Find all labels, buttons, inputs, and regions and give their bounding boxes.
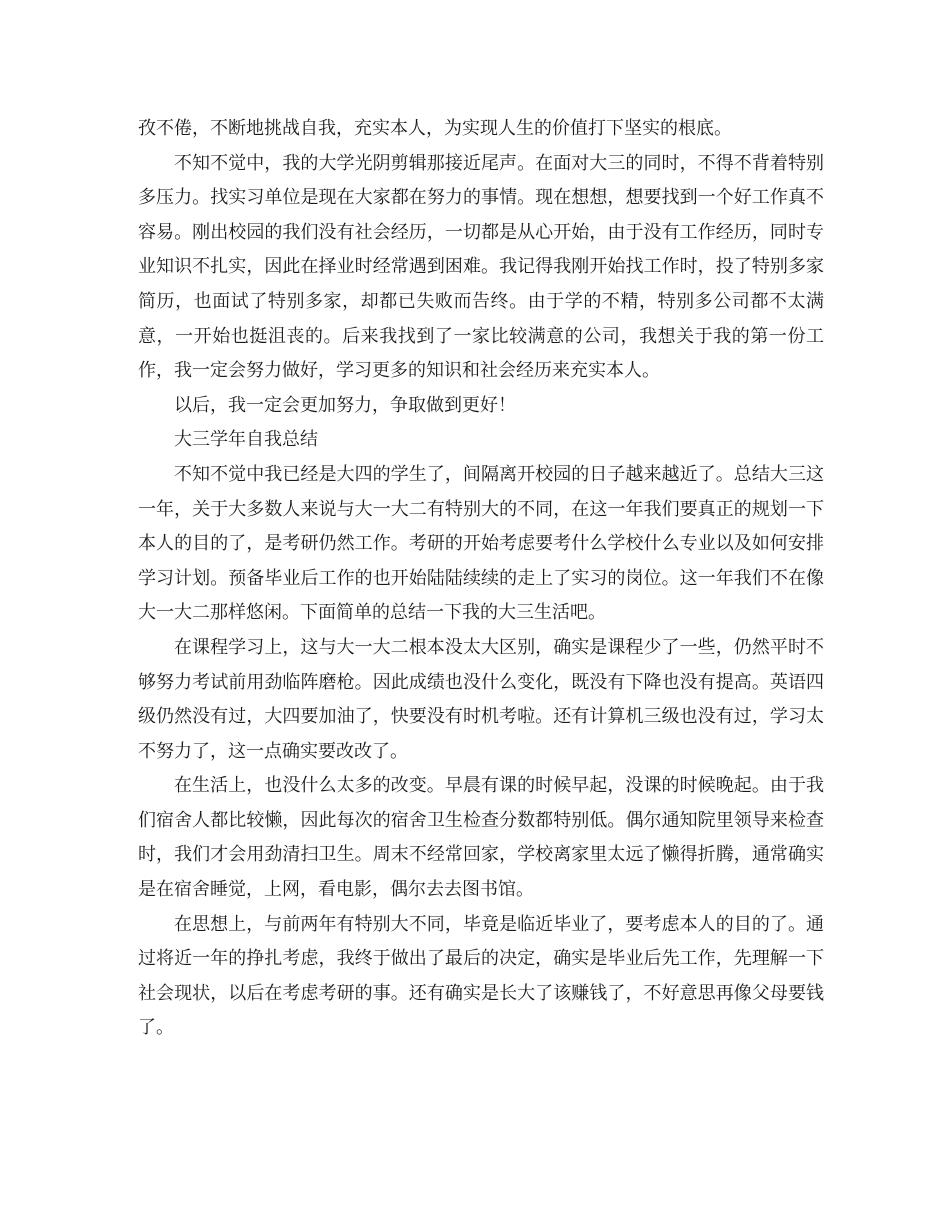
paragraph-5: 在课程学习上，这与大一大二根本没太大区别，确实是课程少了一些，仍然平时不够努力考试前用劲临阵磨枪。因此成绩也没什么变化，既没有下降也没有提高。英语四级仍然没有过，大四要加油了，快要没有时机考啦。还有计算机三级也没有过，学习太不努力了，这一点确实要改改了。: [138, 636, 824, 762]
document-body: [138, 112, 824, 1046]
paragraph-7: 在思想上，与前两年有特别大不同，毕竟是临近毕业了，要考虑本人的目的了。通过将近一年的挣扎考虑，我终于做出了最后的决定，确实是毕业后先工作，先理解一下社会现状，以后在考虑考研的事。还有确实是长大了该赚钱了，不好意思再像父母要钱了。: [138, 913, 824, 1039]
paragraph-4: 不知不觉中我已经是大四的学生了，间隔离开校园的日子越来越近了。总结大三这一年，关于大多数人来说与大一大二有特别大的不同，在这一年我们要真正的规划一下本人的目的了，是考研仍然工作。考研的开始考虑要考什么学校什么专业以及如何安排学习计划。预备毕业后工作的也开始陆陆续续的走上了实习的岗位。这一年我们不在像大一大二那样悠闲。下面简单的总结一下我的大三生活吧。: [138, 463, 824, 624]
paragraph-1: 孜不倦，不断地挑战自我，充实本人，为实现人生的价值打下坚实的根底。: [138, 118, 732, 139]
section-heading: 大三学年自我总结: [174, 429, 318, 451]
paragraph-2: 不知不觉中，我的大学光阴剪辑那接近尾声。在面对大三的同时，不得不背着特别多压力。找实习单位是现在大家都在努力的事情。现在想想，想要找到一个好工作真不容易。刚出校园的我们没有社会经历，一切都是从心开始，由于没有工作经历，同时专业知识不扎实，因此在择业时经常遇到困难。我记得我刚开始找工作时，投了特别多家简历，也面试了特别多家，却都已失败而告终。由于学的不精，特别多公司都不太满意，一开始也挺沮丧的。后来我找到了一家比较满意的公司，我想关于我的第一份工作，我一定会努力做好，学习更多的知识和社会经历来充实本人。: [138, 152, 824, 382]
paragraph-3: 以后，我一定会更加努力，争取做到更好！: [174, 394, 516, 416]
paragraph-6: 在生活上，也没什么太多的改变。早晨有课的时候早起，没课的时候晚起。由于我们宿舍人都比较懒，因此每次的宿舍卫生检查分数都特别低。偶尔通知院里领导来检查时，我们才会用劲清扫卫生。周末不经常回家，学校离家里太远了懒得折腾，通常确实是在宿舍睡觉，上网，看电影，偶尔去去图书馆。: [138, 775, 824, 901]
